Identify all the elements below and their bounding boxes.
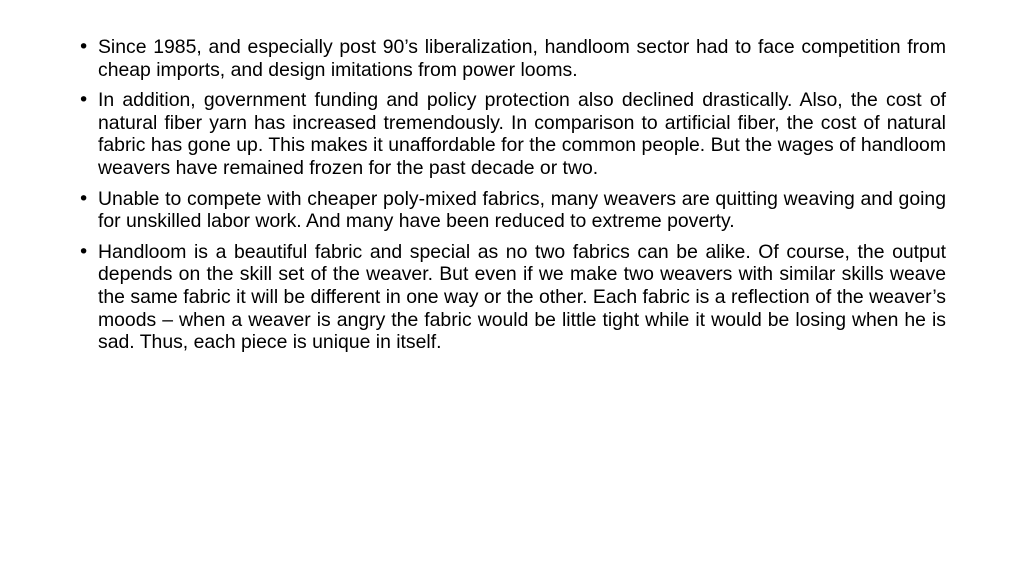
bullet-icon: • bbox=[78, 240, 90, 263]
bullet-item-1 bbox=[78, 36, 946, 81]
bullet-icon: • bbox=[78, 89, 90, 112]
bullet-text: Unable to compete with cheaper poly-mixed fabrics, many weavers are quitting weaving and going for unskilled labor work. And many have been reduced to extreme poverty. bbox=[98, 187, 946, 233]
bullet-list bbox=[78, 36, 946, 362]
bullet-icon: • bbox=[78, 36, 90, 58]
bullet-text: In addition, government funding and policy protection also declined drastically. Also, the cost of natural fiber yarn has increased tremendously. In comparison to artificial fiber, the cost of natural fabric has gone up. This makes it unaffordable for the common people. But the wages of handloom weavers have remained frozen for the past decade or two. bbox=[98, 89, 946, 179]
bullet-item-4 bbox=[78, 241, 946, 354]
bullet-text: Since 1985, and especially post 90’s liberalization, handloom sector had to face competition from cheap imports, and design imitations from power looms. bbox=[98, 36, 946, 81]
bullet-text: Handloom is a beautiful fabric and special as no two fabrics can be alike. Of course, the output depends on the skill set of the weaver. But even if we make two weavers with similar skills weave the same fabric it will be different in one way or the other. Each fabric is a reflection of the weaver’s moods – when a weaver is angry the fabric would be little tight while it would be losing when he is sad. Thus, each piece is unique in itself. bbox=[98, 240, 946, 354]
bullet-item-2 bbox=[78, 89, 946, 179]
bullet-icon: • bbox=[78, 187, 90, 210]
bullet-item-3 bbox=[78, 188, 946, 233]
